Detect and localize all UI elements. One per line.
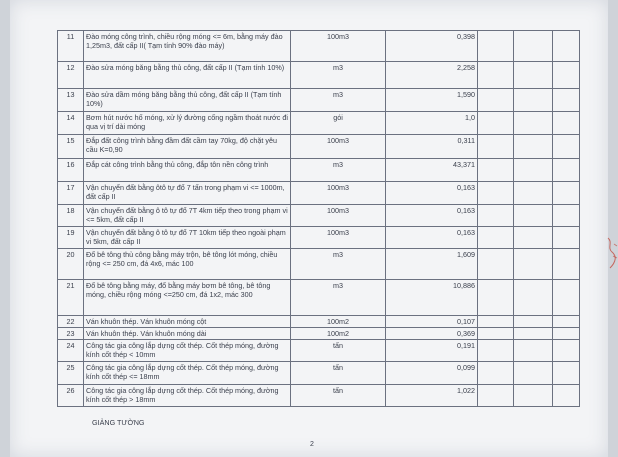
empty-cell — [514, 205, 553, 227]
quantity-value: 0,163 — [386, 182, 478, 205]
empty-cell — [514, 385, 553, 407]
empty-cell — [514, 227, 553, 249]
work-description: Đắp cát công trình bằng thủ công, đắp tôn nền công trình — [84, 159, 291, 182]
footer-text: GIẢNG TƯỜNG — [92, 418, 145, 427]
empty-cell — [553, 135, 580, 159]
table-row — [58, 280, 580, 316]
unit-of-measure: m3 — [291, 280, 386, 316]
quantity-value: 1,022 — [386, 385, 478, 407]
empty-cell — [478, 385, 514, 407]
unit-of-measure: 100m3 — [291, 205, 386, 227]
table-body — [58, 31, 580, 407]
empty-cell — [478, 182, 514, 205]
empty-cell — [514, 31, 553, 62]
quantity-value: 2,258 — [386, 62, 478, 89]
quantity-value: 0,191 — [386, 340, 478, 362]
empty-cell — [478, 112, 514, 135]
empty-cell — [478, 135, 514, 159]
row-number: 18 — [58, 205, 84, 227]
row-number: 23 — [58, 328, 84, 340]
empty-cell — [478, 205, 514, 227]
table-row — [58, 249, 580, 280]
row-number: 14 — [58, 112, 84, 135]
empty-cell — [478, 280, 514, 316]
empty-cell — [478, 89, 514, 112]
table-row — [58, 135, 580, 159]
table-row — [58, 112, 580, 135]
unit-of-measure: 100m3 — [291, 31, 386, 62]
unit-of-measure: 100m2 — [291, 316, 386, 328]
red-stamp-mark — [604, 236, 618, 270]
table-row — [58, 159, 580, 182]
table-row — [58, 227, 580, 249]
unit-of-measure: m3 — [291, 62, 386, 89]
empty-cell — [514, 89, 553, 112]
work-description: Ván khuôn thép. Ván khuôn móng dài — [84, 328, 291, 340]
page-number: 2 — [310, 441, 314, 448]
work-description: Đào móng công trình, chiều rộng móng <= 6m, bằng máy đào 1,25m3, đất cấp II( Tạm tính 90% đào máy) — [84, 31, 291, 62]
quantity-value: 10,886 — [386, 280, 478, 316]
quantity-value: 0,107 — [386, 316, 478, 328]
empty-cell — [553, 280, 580, 316]
table-row — [58, 205, 580, 227]
work-description: Đào sửa dầm móng băng bằng thủ công, đất cấp II (Tạm tính 10%) — [84, 89, 291, 112]
empty-cell — [514, 62, 553, 89]
row-number: 11 — [58, 31, 84, 62]
empty-cell — [553, 205, 580, 227]
empty-cell — [514, 316, 553, 328]
empty-cell — [478, 31, 514, 62]
quantity-value: 0,311 — [386, 135, 478, 159]
unit-of-measure: gói — [291, 112, 386, 135]
row-number: 25 — [58, 362, 84, 385]
empty-cell — [514, 159, 553, 182]
unit-of-measure: tấn — [291, 362, 386, 385]
empty-cell — [478, 227, 514, 249]
work-description: Đổ bê tông thủ công bằng máy trộn, bê tông lót móng, chiều rộng <= 250 cm, đá 4x6, mác 100 — [84, 249, 291, 280]
unit-of-measure: tấn — [291, 385, 386, 407]
table-row — [58, 31, 580, 62]
work-description: Công tác gia công lắp dựng cốt thép. Cốt thép móng, đường kính cốt thép > 18mm — [84, 385, 291, 407]
empty-cell — [553, 182, 580, 205]
work-description: Vận chuyển đất bằng ô tô tự đổ 7T 4km tiếp theo trong phạm vi <= 5km, đất cấp II — [84, 205, 291, 227]
empty-cell — [514, 340, 553, 362]
empty-cell — [514, 135, 553, 159]
empty-cell — [478, 316, 514, 328]
quantity-value: 1,590 — [386, 89, 478, 112]
empty-cell — [514, 249, 553, 280]
quantity-value: 43,371 — [386, 159, 478, 182]
bill-of-quantities-table — [57, 30, 580, 407]
unit-of-measure: 100m3 — [291, 135, 386, 159]
quantity-value: 0,163 — [386, 205, 478, 227]
work-description: Công tác gia công lắp dựng cốt thép. Cốt thép móng, đường kính cốt thép < 10mm — [84, 340, 291, 362]
work-description: Đào sửa móng băng bằng thủ công, đất cấp II (Tạm tính 10%) — [84, 62, 291, 89]
row-number: 26 — [58, 385, 84, 407]
table-row — [58, 182, 580, 205]
row-number: 16 — [58, 159, 84, 182]
empty-cell — [478, 159, 514, 182]
empty-cell — [478, 249, 514, 280]
empty-cell — [514, 328, 553, 340]
quantity-value: 1,0 — [386, 112, 478, 135]
work-description: Đổ bê tông bằng máy, đổ bằng máy bơm bê tông, bê tông móng, chiều rộng móng <=250 cm, đá 1x2, mác 300 — [84, 280, 291, 316]
unit-of-measure: m3 — [291, 159, 386, 182]
row-number: 21 — [58, 280, 84, 316]
empty-cell — [478, 62, 514, 89]
empty-cell — [553, 249, 580, 280]
empty-cell — [553, 31, 580, 62]
empty-cell — [553, 112, 580, 135]
quantity-value: 0,398 — [386, 31, 478, 62]
empty-cell — [514, 112, 553, 135]
row-number: 22 — [58, 316, 84, 328]
row-number: 19 — [58, 227, 84, 249]
row-number: 15 — [58, 135, 84, 159]
document-page — [10, 0, 608, 457]
unit-of-measure: 100m3 — [291, 182, 386, 205]
work-description: Đắp đất công trình bằng đầm đất cầm tay 70kg, độ chặt yêu cầu K=0,90 — [84, 135, 291, 159]
work-description: Bơm hút nước hố móng, xử lý đường cống ngầm thoát nước đi qua vị trí dài móng — [84, 112, 291, 135]
table-row — [58, 62, 580, 89]
empty-cell — [553, 227, 580, 249]
row-number: 13 — [58, 89, 84, 112]
unit-of-measure: 100m2 — [291, 328, 386, 340]
empty-cell — [553, 362, 580, 385]
work-description: Công tác gia công lắp dựng cốt thép. Cốt thép móng, đường kính cốt thép <= 18mm — [84, 362, 291, 385]
empty-cell — [514, 280, 553, 316]
table-row — [58, 385, 580, 407]
unit-of-measure: 100m3 — [291, 227, 386, 249]
row-number: 12 — [58, 62, 84, 89]
row-number: 17 — [58, 182, 84, 205]
empty-cell — [553, 316, 580, 328]
work-description: Vận chuyển đất bằng ô tô tự đổ 7T 10km tiếp theo ngoài phạm vi 5km, đất cấp II — [84, 227, 291, 249]
empty-cell — [553, 328, 580, 340]
row-number: 24 — [58, 340, 84, 362]
empty-cell — [478, 340, 514, 362]
table-row — [58, 328, 580, 340]
empty-cell — [478, 362, 514, 385]
table-row — [58, 89, 580, 112]
quantity-value: 0,163 — [386, 227, 478, 249]
unit-of-measure: m3 — [291, 89, 386, 112]
table-row — [58, 362, 580, 385]
work-description: Ván khuôn thép. Ván khuôn móng cột — [84, 316, 291, 328]
work-description: Vận chuyển đất bằng ôtô tự đổ 7 tấn trong phạm vi <= 1000m, đất cấp II — [84, 182, 291, 205]
empty-cell — [553, 89, 580, 112]
quantity-value: 0,099 — [386, 362, 478, 385]
table-row — [58, 340, 580, 362]
table-row — [58, 316, 580, 328]
empty-cell — [514, 182, 553, 205]
empty-cell — [478, 328, 514, 340]
quantity-value: 1,609 — [386, 249, 478, 280]
empty-cell — [553, 340, 580, 362]
quantity-value: 0,369 — [386, 328, 478, 340]
empty-cell — [553, 62, 580, 89]
empty-cell — [553, 159, 580, 182]
row-number: 20 — [58, 249, 84, 280]
unit-of-measure: tấn — [291, 340, 386, 362]
empty-cell — [514, 362, 553, 385]
empty-cell — [553, 385, 580, 407]
unit-of-measure: m3 — [291, 249, 386, 280]
